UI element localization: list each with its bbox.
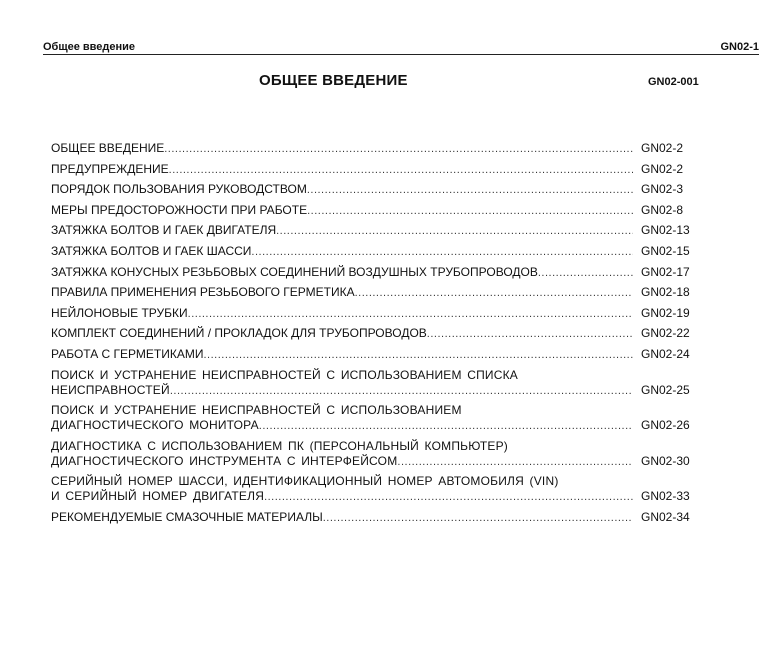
toc-entry-title: ПОРЯДОК ПОЛЬЗОВАНИЯ РУКОВОДСТВОМ <box>51 182 307 197</box>
toc-entry-line <box>51 383 711 399</box>
page-number: GN02-1 <box>720 41 759 53</box>
toc-entry-line <box>51 454 711 470</box>
toc-page-reference[interactable]: GN02-18 <box>641 285 690 300</box>
toc-entry-line <box>51 182 711 198</box>
toc-page-reference[interactable]: GN02-3 <box>641 182 684 197</box>
dot-leader <box>259 419 633 434</box>
toc-entry-line <box>51 223 711 239</box>
toc-entry[interactable] <box>51 265 711 281</box>
toc-entry[interactable] <box>51 474 711 505</box>
toc-page-reference[interactable]: GN02-33 <box>641 489 690 504</box>
toc-entry-line <box>51 285 711 301</box>
dot-leader <box>188 307 633 322</box>
section-name: Общее введение <box>43 41 136 53</box>
toc-entry-line <box>51 347 711 363</box>
table-of-contents <box>51 141 711 531</box>
toc-entry-title: НЕЙЛОНОВЫЕ ТРУБКИ <box>51 305 188 320</box>
toc-entry[interactable] <box>51 439 711 470</box>
toc-page-reference[interactable]: GN02-8 <box>641 202 684 217</box>
dot-leader <box>427 327 633 342</box>
toc-entry-line <box>51 510 711 526</box>
toc-entry[interactable] <box>51 223 711 239</box>
dot-leader <box>276 224 633 239</box>
dot-leader <box>307 183 633 198</box>
toc-entry-title: ЗАТЯЖКА БОЛТОВ И ГАЕК ДВИГАТЕЛЯ <box>51 223 277 238</box>
toc-entry[interactable] <box>51 141 711 157</box>
toc-entry[interactable] <box>51 203 711 219</box>
toc-page-reference[interactable]: GN02-22 <box>641 326 690 341</box>
toc-page-reference[interactable]: GN02-25 <box>641 382 690 397</box>
dot-leader <box>355 286 633 301</box>
running-header <box>43 41 759 55</box>
toc-entry-title: ПРАВИЛА ПРИМЕНЕНИЯ РЕЗЬБОВОГО ГЕРМЕТИКА <box>51 285 355 300</box>
toc-entry-line <box>51 203 711 219</box>
toc-entry-title: МЕРЫ ПРЕДОСТОРОЖНОСТИ ПРИ РАБОТЕ <box>51 202 308 217</box>
toc-entry[interactable] <box>51 244 711 260</box>
toc-entry-title: НЕИСПРАВНОСТЕЙ <box>51 382 170 397</box>
toc-entry-title: ОБЩЕЕ ВВЕДЕНИЕ <box>51 141 165 155</box>
toc-entry-line <box>51 489 711 505</box>
toc-entry-title: ДИАГНОСТИЧЕСКОГО ИНСТРУМЕНТА С ИНТЕРФЕЙСОМ <box>51 453 398 468</box>
toc-page-reference[interactable]: GN02-2 <box>641 141 684 155</box>
toc-entry-title: ПРЕДУПРЕЖДЕНИЕ <box>51 161 169 176</box>
toc-entry-title: ЗАТЯЖКА КОНУСНЫХ РЕЗЬБОВЫХ СОЕДИНЕНИЙ ВОЗДУШНЫХ ТРУБОПРОВОДОВ <box>51 264 538 279</box>
dot-leader <box>204 348 634 363</box>
toc-page-reference[interactable]: GN02-24 <box>641 346 690 361</box>
toc-entry-title-line: ДИАГНОСТИКА С ИСПОЛЬЗОВАНИЕМ ПК (ПЕРСОНАЛЬНЫЙ КОМПЬЮТЕР) <box>51 438 508 453</box>
toc-entry-line <box>51 244 711 260</box>
dot-leader <box>538 266 633 281</box>
toc-page-reference[interactable]: GN02-13 <box>641 223 690 238</box>
dot-leader <box>170 384 633 399</box>
toc-entry[interactable] <box>51 306 711 322</box>
toc-page-reference[interactable]: GN02-15 <box>641 243 690 258</box>
dot-leader <box>251 245 633 260</box>
toc-entry-line <box>51 162 711 178</box>
toc-entry-title: ЗАТЯЖКА БОЛТОВ И ГАЕК ШАССИ <box>51 243 252 258</box>
toc-entry-line <box>51 418 711 434</box>
toc-entry[interactable] <box>51 162 711 178</box>
toc-entry-line <box>51 141 711 157</box>
dot-leader <box>307 204 633 219</box>
dot-leader <box>323 511 633 526</box>
toc-entry-title: КОМПЛЕКТ СОЕДИНЕНИЙ / ПРОКЛАДОК ДЛЯ ТРУБОПРОВОДОВ <box>51 326 427 341</box>
toc-entry[interactable] <box>51 368 711 399</box>
toc-entry-line <box>51 306 711 322</box>
toc-entry-title: РАБОТА С ГЕРМЕТИКАМИ <box>51 346 204 361</box>
document-title: ОБЩЕЕ ВВЕДЕНИЕ <box>259 72 408 89</box>
toc-entry-title: ДИАГНОСТИЧЕСКОГО МОНИТОРА <box>51 418 259 433</box>
toc-entry-title-line: ПОИСК И УСТРАНЕНИЕ НЕИСПРАВНОСТЕЙ С ИСПОЛЬЗОВАНИЕМ СПИСКА <box>51 367 519 382</box>
toc-entry[interactable] <box>51 347 711 363</box>
toc-page-reference[interactable]: GN02-2 <box>641 161 684 176</box>
toc-page-reference[interactable]: GN02-30 <box>641 453 690 468</box>
toc-entry[interactable] <box>51 285 711 301</box>
toc-page-reference[interactable]: GN02-19 <box>641 305 690 320</box>
toc-entry-title: РЕКОМЕНДУЕМЫЕ СМАЗОЧНЫЕ МАТЕРИАЛЫ <box>51 509 323 524</box>
toc-entry[interactable] <box>51 403 711 434</box>
dot-leader <box>264 490 633 505</box>
dot-leader <box>164 142 633 157</box>
toc-page-reference[interactable]: GN02-26 <box>641 418 690 433</box>
toc-entry-line <box>51 326 711 342</box>
toc-page-reference[interactable]: GN02-17 <box>641 264 690 279</box>
toc-page-reference[interactable]: GN02-34 <box>641 509 690 524</box>
toc-entry[interactable] <box>51 182 711 198</box>
toc-entry[interactable] <box>51 510 711 526</box>
dot-leader <box>169 163 633 178</box>
document-code: GN02-001 <box>648 76 699 88</box>
toc-entry-line <box>51 265 711 281</box>
toc-entry-title-line: СЕРИЙНЫЙ НОМЕР ШАССИ, ИДЕНТИФИКАЦИОННЫЙ НОМЕР АВТОМОБИЛЯ (VIN) <box>51 474 559 489</box>
toc-entry[interactable] <box>51 326 711 342</box>
toc-entry-title: И СЕРИЙНЫЙ НОМЕР ДВИГАТЕЛЯ <box>51 489 265 504</box>
toc-entry-title-line: ПОИСК И УСТРАНЕНИЕ НЕИСПРАВНОСТЕЙ С ИСПОЛЬЗОВАНИЕМ <box>51 403 462 418</box>
dot-leader <box>397 455 633 470</box>
